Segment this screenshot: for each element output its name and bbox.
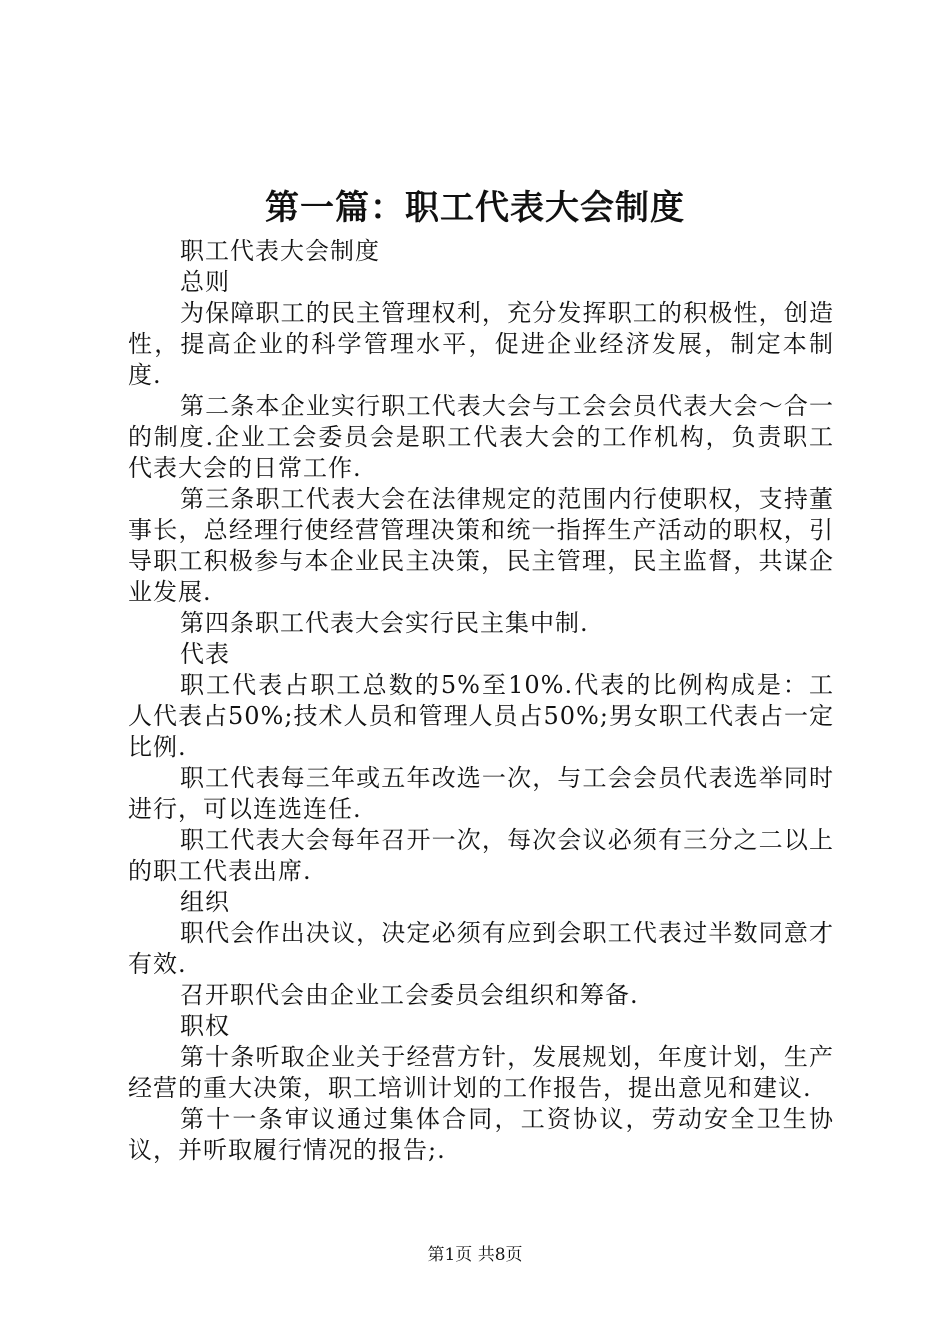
paragraph: 职工代表占职工总数的5%至10%.代表的比例构成是：工人代表占50%;技术人员和管理人员占50%;男女职工代表占一定比例. [128, 671, 834, 761]
paragraph: 职工代表大会每年召开一次，每次会议必须有三分之二以上的职工代表出席. [128, 826, 834, 885]
document-title: 第一篇：职工代表大会制度 [265, 188, 685, 228]
page-footer: 第1页 共8页 [427, 1245, 523, 1265]
paragraph: 职工代表每三年或五年改选一次，与工会会员代表选举同时进行，可以连选连任. [128, 764, 834, 823]
section-heading: 职权 [180, 1012, 230, 1040]
paragraph: 第三条职工代表大会在法律规定的范围内行使职权，支持董事长，总经理行使经营管理决策和统一指挥生产活动的职权，引导职工积极参与本企业民主决策，民主管理，民主监督，共谋企业发展. [128, 485, 834, 606]
section-heading: 组织 [180, 888, 230, 916]
paragraph: 职工代表大会制度 [180, 237, 380, 265]
paragraph: 为保障职工的民主管理权利，充分发挥职工的积极性，创造性，提高企业的科学管理水平，促进企业经济发展，制定本制度. [128, 299, 834, 389]
section-heading: 代表 [180, 640, 230, 668]
paragraph: 第十一条审议通过集体合同，工资协议，劳动安全卫生协议，并听取履行情况的报告;. [128, 1105, 834, 1164]
paragraph: 第四条职工代表大会实行民主集中制. [180, 609, 589, 637]
paragraph: 召开职代会由企业工会委员会组织和筹备. [180, 981, 639, 1009]
paragraph: 第十条听取企业关于经营方针，发展规划，年度计划，生产经营的重大决策，职工培训计划的工作报告，提出意见和建议. [128, 1043, 834, 1102]
document-body [128, 236, 834, 1166]
paragraph: 职代会作出决议，决定必须有应到会职工代表过半数同意才有效. [128, 919, 834, 978]
paragraph: 第二条本企业实行职工代表大会与工会会员代表大会～合一的制度.企业工会委员会是职工代表大会的工作机构，负责职工代表大会的日常工作. [128, 392, 834, 482]
section-heading: 总则 [180, 268, 230, 296]
